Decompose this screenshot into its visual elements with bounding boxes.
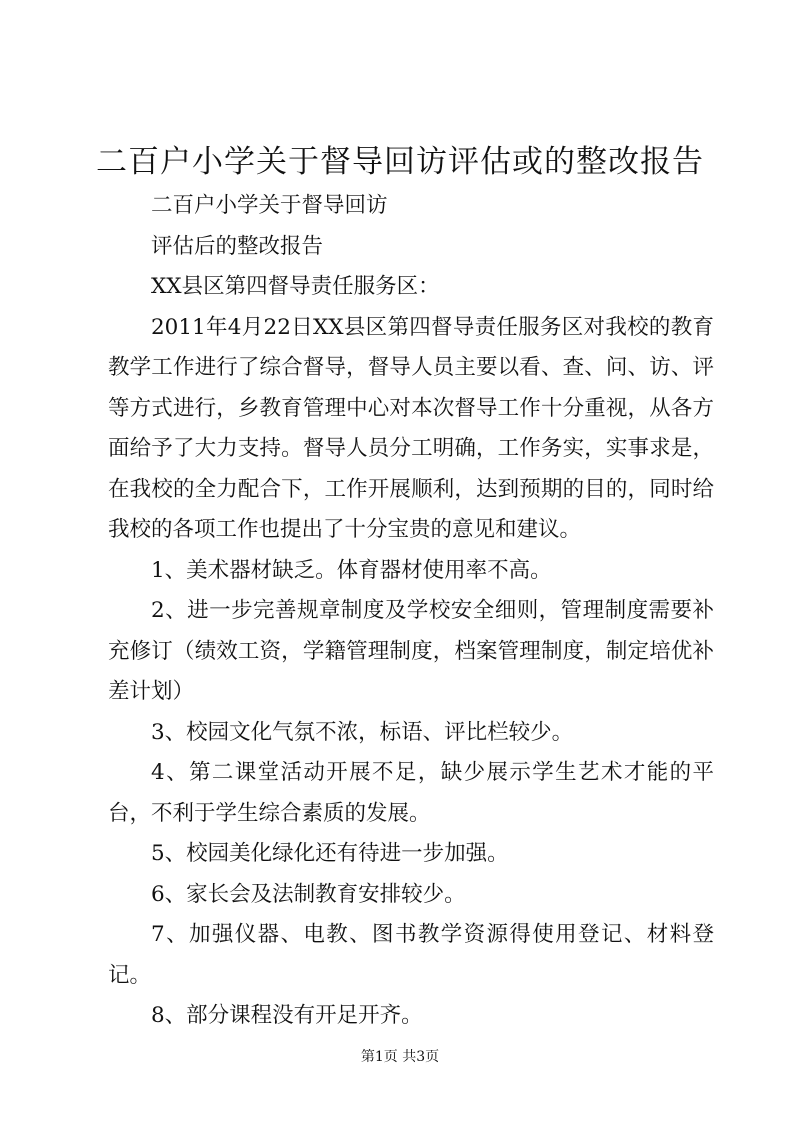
list-item-7: 7、加强仪器、电教、图书教学资源得使用登记、材料登记。 bbox=[108, 922, 714, 988]
paragraph-intro: 2011年4月22日XX县区第四督导责任服务区对我校的教育教学工作进行了综合督导，督导人员主要以看、查、问、访、评等方式进行，乡教育管理中心对本次督导工作十分重视，从各方面给予了大力支持。督导人员分工明确，工作务实，实事求是，在我校的全力配合下，工作开展顺利，达到预期的目的，同时给我校的各项工作也提出了十分宝贵的意见和建议。 bbox=[108, 314, 714, 542]
document-body bbox=[108, 186, 714, 1037]
paragraph-heading-line-2: 评估后的整改报告 bbox=[151, 233, 324, 259]
paragraph-heading-line-1: 二百户小学关于督导回访 bbox=[151, 193, 388, 218]
list-item-6: 6、家长会及法制教育安排较少。 bbox=[151, 881, 466, 907]
list-item-8: 8、部分课程没有开足开齐。 bbox=[151, 1003, 423, 1028]
document-title: 二百户小学关于督导回访评估或的整改报告 bbox=[96, 144, 704, 180]
paragraph-salutation: XX县区第四督导责任服务区： bbox=[151, 274, 440, 299]
list-item-5: 5、校园美化绿化还有待进一步加强。 bbox=[151, 841, 509, 866]
list-item-3: 3、校园文化气氛不浓，标语、评比栏较少。 bbox=[151, 719, 574, 745]
page-number-footer: 第1页 共3页 bbox=[360, 1049, 440, 1065]
list-item-4: 4、第二课堂活动开展不足，缺少展示学生艺术才能的平台，不利于学生综合素质的发展。 bbox=[108, 760, 714, 826]
list-item-1: 1、美术器材缺乏。体育器材使用率不高。 bbox=[151, 557, 552, 583]
list-item-2: 2、进一步完善规章制度及学校安全细则，管理制度需要补充修订（绩效工资，学籍管理制度，档案管理制度，制定培优补差计划） bbox=[108, 598, 714, 704]
